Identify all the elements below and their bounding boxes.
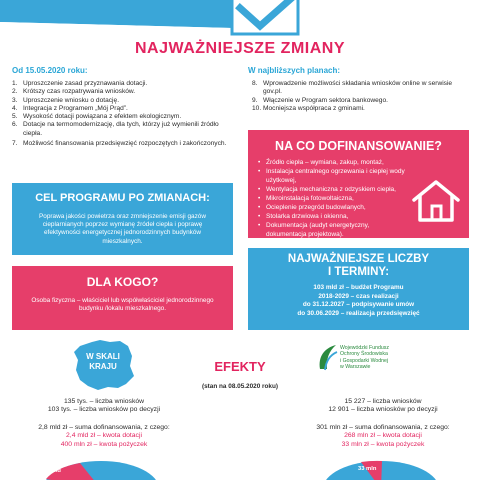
list-item: 3. Uproszczenie wniosku o dotację.	[12, 96, 120, 104]
who-title: DLA KOGO?	[86, 275, 159, 289]
who-text: Osoba fizyczna – właściciel lub współwłaściciel jednorodzinnego budynku /lokalu mieszkalnego.	[31, 297, 214, 313]
who-box	[12, 266, 233, 330]
regional-pie-label: 33 mln	[358, 466, 377, 472]
funding-list	[258, 158, 408, 239]
funding-box	[248, 130, 469, 238]
numbers-title: NAJWAŻNIEJSZE LICZBY I TERMINY:	[287, 253, 430, 278]
goal-text: Poprawa jakości powietrza oraz zmniejszenie emisji gazów cieplarnianych poprzez wymianę źródeł ciepła i poprawę efektywności energetycznej jednorodzinnych budynków mieszkalnych.	[39, 213, 206, 245]
list-item: • Instalacja centralnego ogrzewania i ciepłej wody użytkowej,	[258, 167, 408, 185]
list-item: 6. Dotacje na termomodernizację, dla tych, którzy już wymienili źródło ciepła.	[12, 121, 219, 137]
logo-text: Wojewódzki Fundusz Ochrony Środowiska i Gospodarki Wodnej w Warszawie	[340, 345, 389, 370]
list-item: 1. Uproszczenie zasad przyznawania dotacji.	[12, 80, 148, 87]
regional-pie	[316, 459, 446, 480]
list-item: 7. Możliwość finansowania przedsięwzięć rozpoczętych i zakończonych.	[12, 140, 227, 148]
list-item: 4. Integracja z Programem „Mój Prąd”.	[12, 104, 128, 112]
list-item: • Źródło ciepła – wymiana, zakup, montaż,	[258, 158, 408, 167]
goal-box	[12, 183, 233, 255]
changes-planned-heading: W najbliższych planach:	[248, 66, 341, 75]
page-title: NAJWAŻNIEJSZE ZMIANY	[134, 40, 345, 57]
changes-now-list	[12, 80, 237, 148]
funding-title: NA CO DOFINANSOWANIE?	[275, 139, 442, 153]
list-item: 5. Wysokość dotacji powiązana z efektem ekologicznym.	[12, 113, 182, 121]
national-badge: W SKALI KRAJU	[86, 352, 120, 371]
list-item: • Mikroinstalacja fotowoltaiczna,	[258, 194, 408, 203]
list-item: • Stolarka drzwiowa i okienna,	[258, 212, 408, 221]
check-icon	[230, 0, 300, 36]
list-item: • Ocieplenie przegród budowlanych,	[258, 203, 408, 212]
effects-subtitle: (stan na 08.05.2020 roku)	[201, 383, 278, 390]
list-item: • Dokumentacja (audyt energetyczny, dokumentacja projektowa).	[258, 221, 408, 239]
numbers-figures: 103 mld zł – budżet Programu 2018-2029 – czas realizacji do 31.12.2027 – podpisywanie umów do 30.06.2029 – realizacja przedsięwzięć	[297, 284, 420, 317]
effects-title: EFEKTY	[214, 359, 266, 374]
national-stats: 135 tys. – liczba wniosków 103 tys. – liczba wniosków po decyzji 2,8 mld zł – suma dofinansowania, z czego: 2,4 mld zł – kwota dotacji 400 mln zł – kwota pożyczek	[38, 398, 170, 448]
wfosigw-logo-icon	[316, 343, 338, 373]
national-pie-label: 0,4 mld	[41, 468, 61, 474]
list-item: 8. Wprowadzenie możliwości składania wniosków online w serwisie gov.pl.	[252, 80, 453, 96]
regional-stats: 15 227 – liczba wniosków 12 901 – liczba wniosków po decyzji 301 mln zł – suma dofinansowania, z czego: 268 mln zł – kwota dotacji 33 mln zł – kwota pożyczek	[316, 398, 450, 448]
list-item: • Wentylacja mechaniczna z odzyskiem ciepła,	[258, 185, 408, 194]
house-icon	[410, 178, 462, 224]
list-item: 2. Krótszy czas rozpatrywania wniosków.	[12, 88, 136, 96]
list-item: 10. Mocniejsza współpraca z gminami.	[252, 104, 365, 112]
changes-now-heading: Od 15.05.2020 roku:	[12, 66, 88, 75]
changes-planned-list	[252, 80, 470, 113]
header-banner	[0, 0, 232, 36]
list-item: 9. Włączenie w Program sektora bankowego.	[252, 96, 388, 104]
goal-title: CEL PROGRAMU PO ZMIANACH:	[35, 192, 210, 204]
numbers-box	[248, 248, 469, 330]
